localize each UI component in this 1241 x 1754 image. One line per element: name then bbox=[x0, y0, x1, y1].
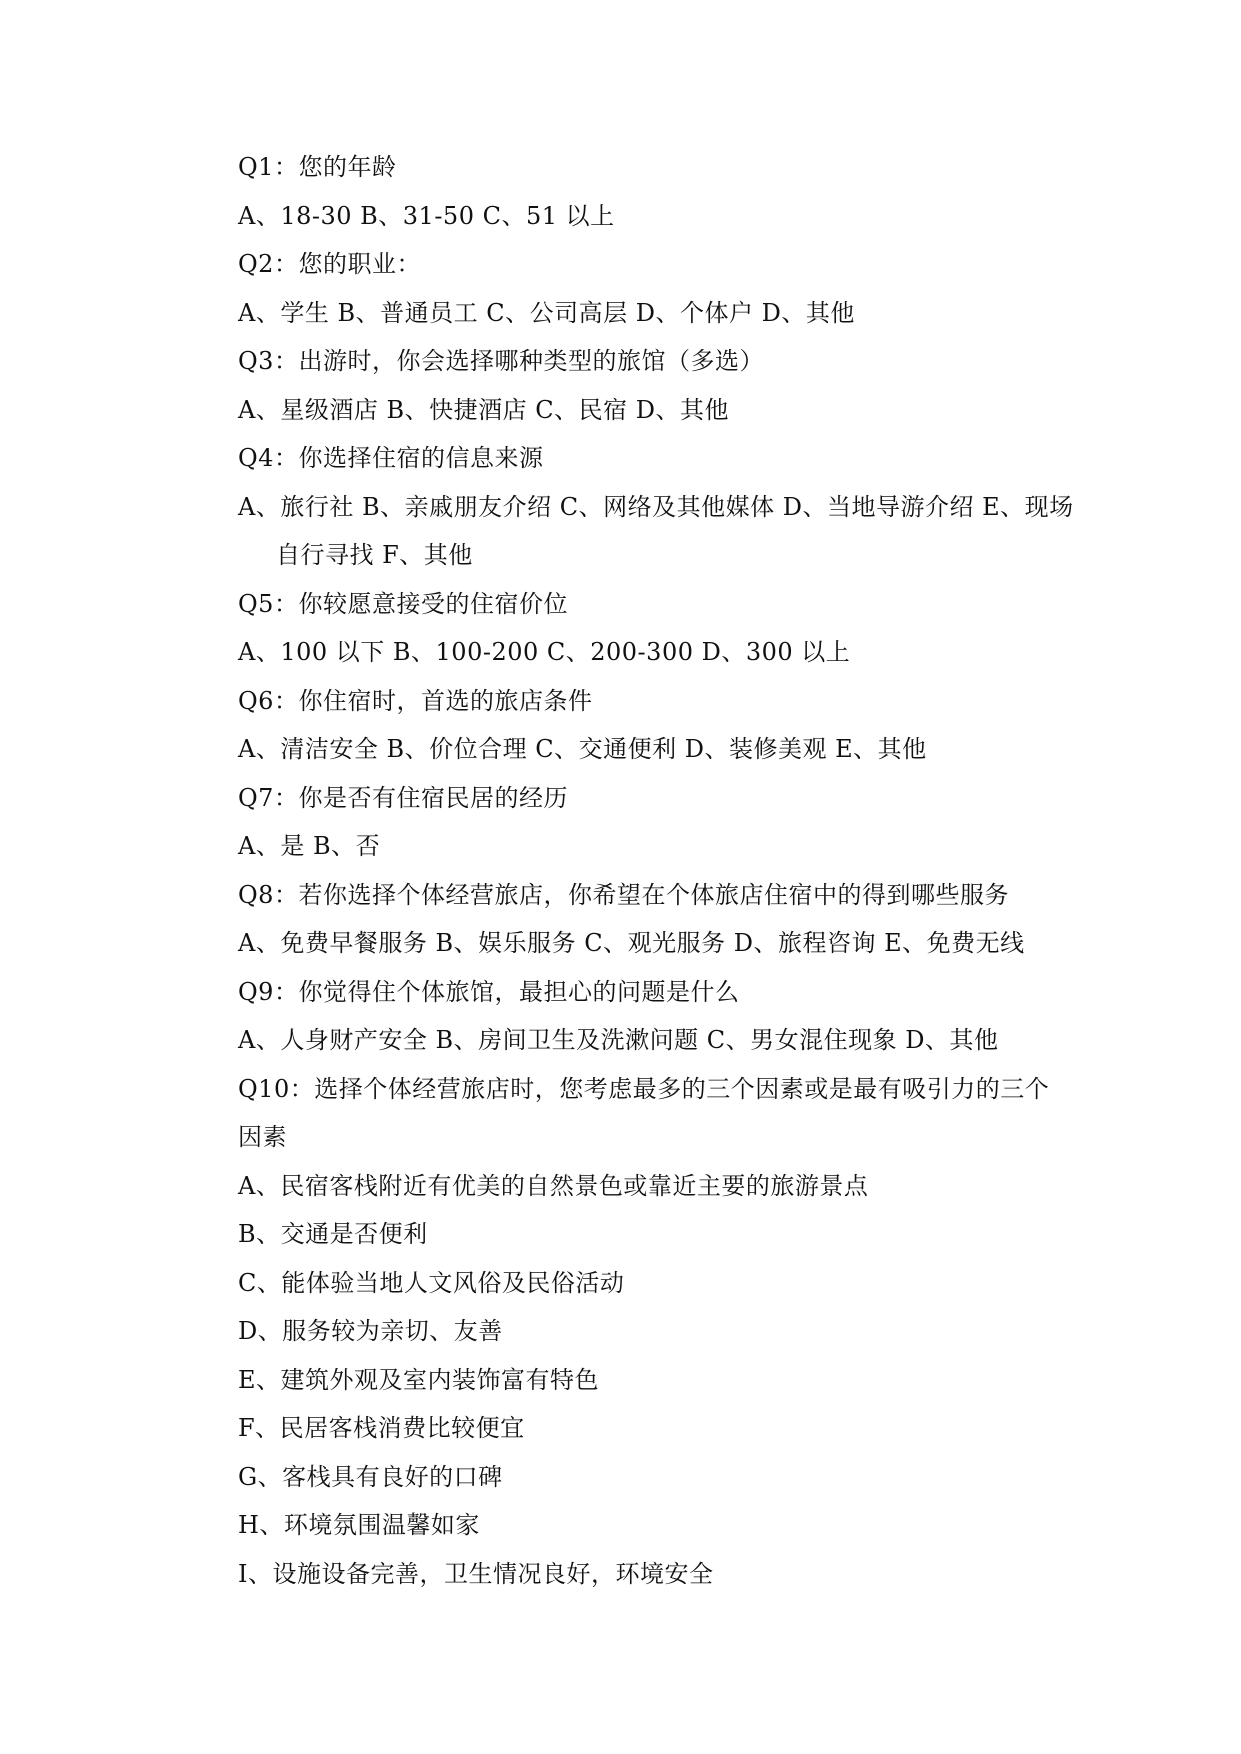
option-q10-d: D、服务较为亲切、友善 bbox=[238, 1317, 503, 1345]
options-q8: A、免费早餐服务 B、娱乐服务 C、观光服务 D、旅程咨询 E、免费无线 bbox=[238, 929, 1025, 957]
options-q3: A、星级酒店 B、快捷酒店 C、民宿 D、其他 bbox=[238, 395, 729, 424]
option-q10-b: B、交通是否便利 bbox=[238, 1220, 428, 1248]
question-q5: Q5：你较愿意接受的住宿价位 bbox=[238, 589, 568, 618]
option-q10-h: H、环境氛围温馨如家 bbox=[238, 1511, 480, 1539]
question-q10-line2: 因素 bbox=[238, 1123, 287, 1151]
question-q6: Q6：你住宿时，首选的旅店条件 bbox=[238, 686, 593, 715]
question-q2: Q2：您的职业： bbox=[238, 250, 421, 278]
options-q5: A、100 以下 B、100-200 C、200-300 D、300 以上 bbox=[238, 638, 851, 666]
question-q1: Q1：您的年龄 bbox=[238, 153, 397, 181]
options-q6: A、清洁安全 B、价位合理 C、交通便利 D、装修美观 E、其他 bbox=[238, 735, 927, 763]
question-q7: Q7：你是否有住宿民居的经历 bbox=[238, 783, 568, 812]
option-q10-c: C、能体验当地人文风俗及民俗活动 bbox=[238, 1268, 625, 1297]
question-q3: Q3：出游时，你会选择哪种类型的旅馆（多选） bbox=[238, 347, 764, 375]
question-q8: Q8：若你选择个体经营旅店，你希望在个体旅店住宿中的得到哪些服务 bbox=[238, 880, 1009, 909]
options-q4-line2: 自行寻找 F、其他 bbox=[276, 541, 473, 569]
question-q10-line1: Q10：选择个体经营旅店时，您考虑最多的三个因素或是最有吸引力的三个 bbox=[238, 1074, 1050, 1103]
options-q4-line1: A、旅行社 B、亲戚朋友介绍 C、网络及其他媒体 D、当地导游介绍 E、现场 bbox=[238, 492, 1074, 521]
options-q9: A、人身财产安全 B、房间卫生及洗漱问题 C、男女混住现象 D、其他 bbox=[238, 1026, 999, 1054]
options-q1: A、18-30 B、31-50 C、51 以上 bbox=[238, 201, 615, 230]
questionnaire-body bbox=[238, 143, 1074, 1598]
option-q10-i: I、设施设备完善，卫生情况良好，环境安全 bbox=[238, 1559, 714, 1588]
option-q10-f: F、民居客栈消费比较便宜 bbox=[238, 1414, 525, 1442]
option-q10-e: E、建筑外观及室内装饰富有特色 bbox=[238, 1365, 600, 1394]
option-q10-a: A、民宿客栈附近有优美的自然景色或靠近主要的旅游景点 bbox=[238, 1171, 869, 1200]
question-q4: Q4：你选择住宿的信息来源 bbox=[238, 444, 544, 472]
question-q9: Q9：你觉得住个体旅馆，最担心的问题是什么 bbox=[238, 977, 740, 1006]
option-q10-g: G、客栈具有良好的口碑 bbox=[238, 1462, 503, 1491]
options-q7: A、是 B、否 bbox=[238, 832, 381, 860]
options-q2: A、学生 B、普通员工 C、公司高层 D、个体户 D、其他 bbox=[238, 298, 855, 327]
